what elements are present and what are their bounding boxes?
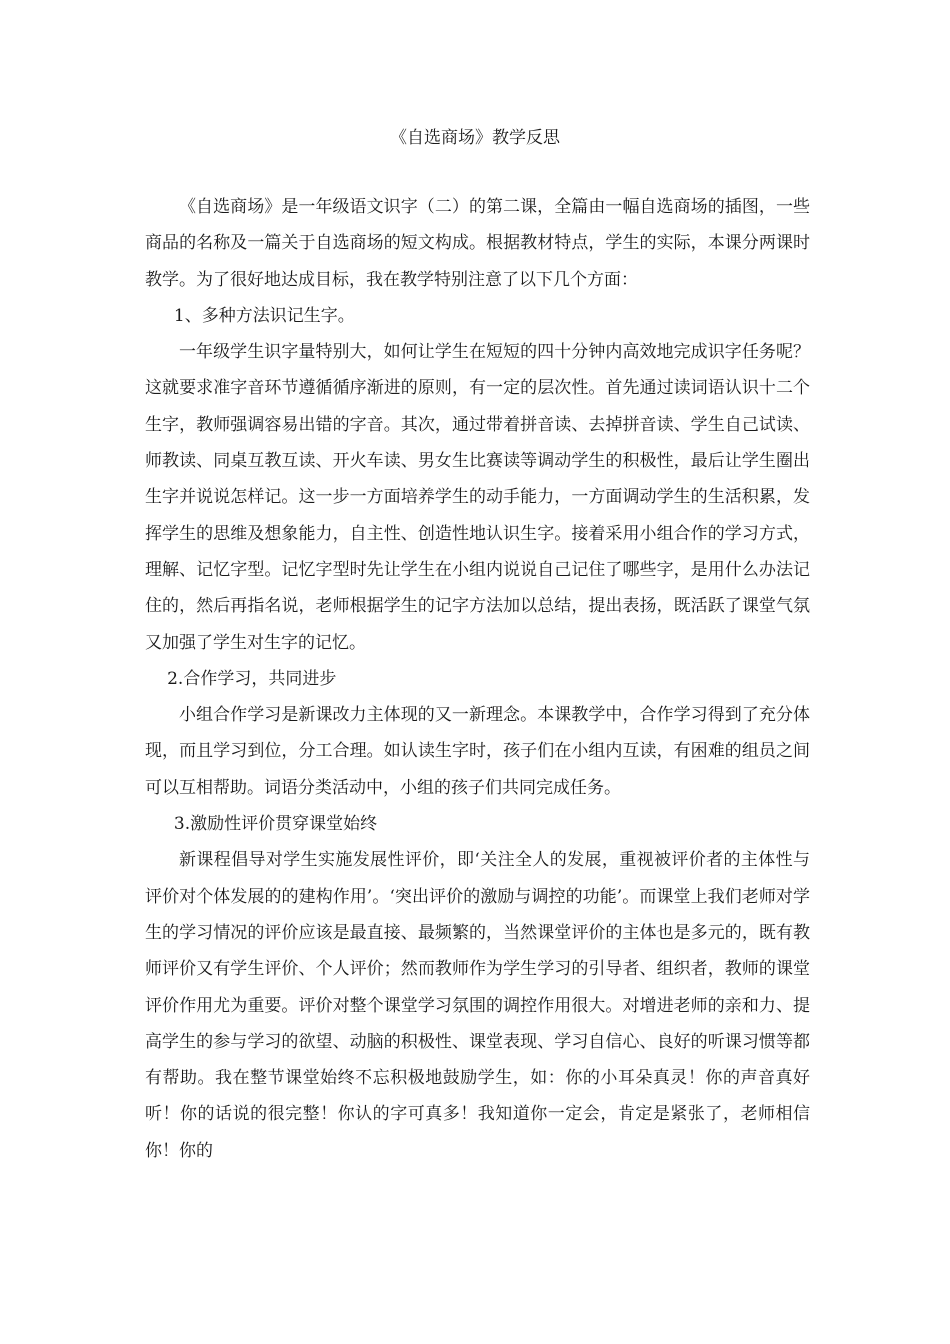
section-heading-3: 3.激励性评价贯穿课堂始终 [173, 814, 378, 835]
section-2-paragraph: 小组合作学习是新课改力主体现的又一新理念。本课教学中，合作学习得到了充分体现，而且学习到位，分工合理。如认读生字时，孩子们在小组内互读，有困难的组员之间可以互相帮助。词语分类活动中，小组的孩子们共同完成任务。 [145, 705, 810, 798]
intro-paragraph: 《自选商场》是一年级语文识字（二）的第二课，全篇由一幅自选商场的插图，一些商品的名称及一篇关于自选商场的短文构成。根据教材特点，学生的实际，本课分两课时教学。为了很好地达成目标，我在教学特别注意了以下几个方面： [145, 197, 810, 290]
section-3-paragraph: 新课程倡导对学生实施发展性评价，即‘关注全人的发展，重视被评价者的主体性与评价对个体发展的的建构作用’。‘突出评价的激励与调控的功能’。而课堂上我们老师对学生的学习情况的评价应该是最直接、最频繁的，当然课堂评价的主体也是多元的，既有教师评价又有学生评价、个人评价；然而教师作为学生学习的引导者、组织者，教师的课堂评价作用尤为重要。评价对整个课堂学习氛围的调控作用很大。对增进老师的亲和力、提高学生的参与学习的欲望、动脑的积极性、课堂表现、学习自信心、良好的听课习惯等都有帮助。我在整节课堂始终不忘积极地鼓励学生，如：你的小耳朵真灵！你的声音真好听！你的话说的很完整！你认的字可真多！我知道你一定会，肯定是紧张了，老师相信你！你的 [145, 850, 810, 1161]
section-1-paragraph: 一年级学生识字量特别大，如何让学生在短短的四十分钟内高效地完成识字任务呢？这就要求准字音环节遵循循序渐进的原则，有一定的层次性。首先通过读词语认识十二个生字，教师强调容易出错的字音。其次，通过带着拼音读、去掉拼音读、学生自己试读、师教读、同桌互教互读、开火车读、男女生比赛读等调动学生的积极性，最后让学生圈出生字并说说怎样记。这一步一方面培养学生的动手能力，一方面调动学生的生活积累，发挥学生的思维及想象能力，自主性、创造性地认识生字。接着采用小组合作的学习方式，理解、记忆字型。记忆字型时先让学生在小组内说说自己记住了哪些字，是用什么办法记住的，然后再指名说，老师根据学生的记字方法加以总结，提出表扬，既活跃了课堂气氛又加强了学生对生字的记忆。 [145, 342, 810, 653]
document-body [145, 189, 810, 1169]
section-heading-2: 2.合作学习，共同进步 [167, 668, 337, 689]
document-title: 《自选商场》教学反思 [390, 128, 560, 148]
section-heading-1: 1、多种方法识记生字。 [173, 305, 355, 326]
